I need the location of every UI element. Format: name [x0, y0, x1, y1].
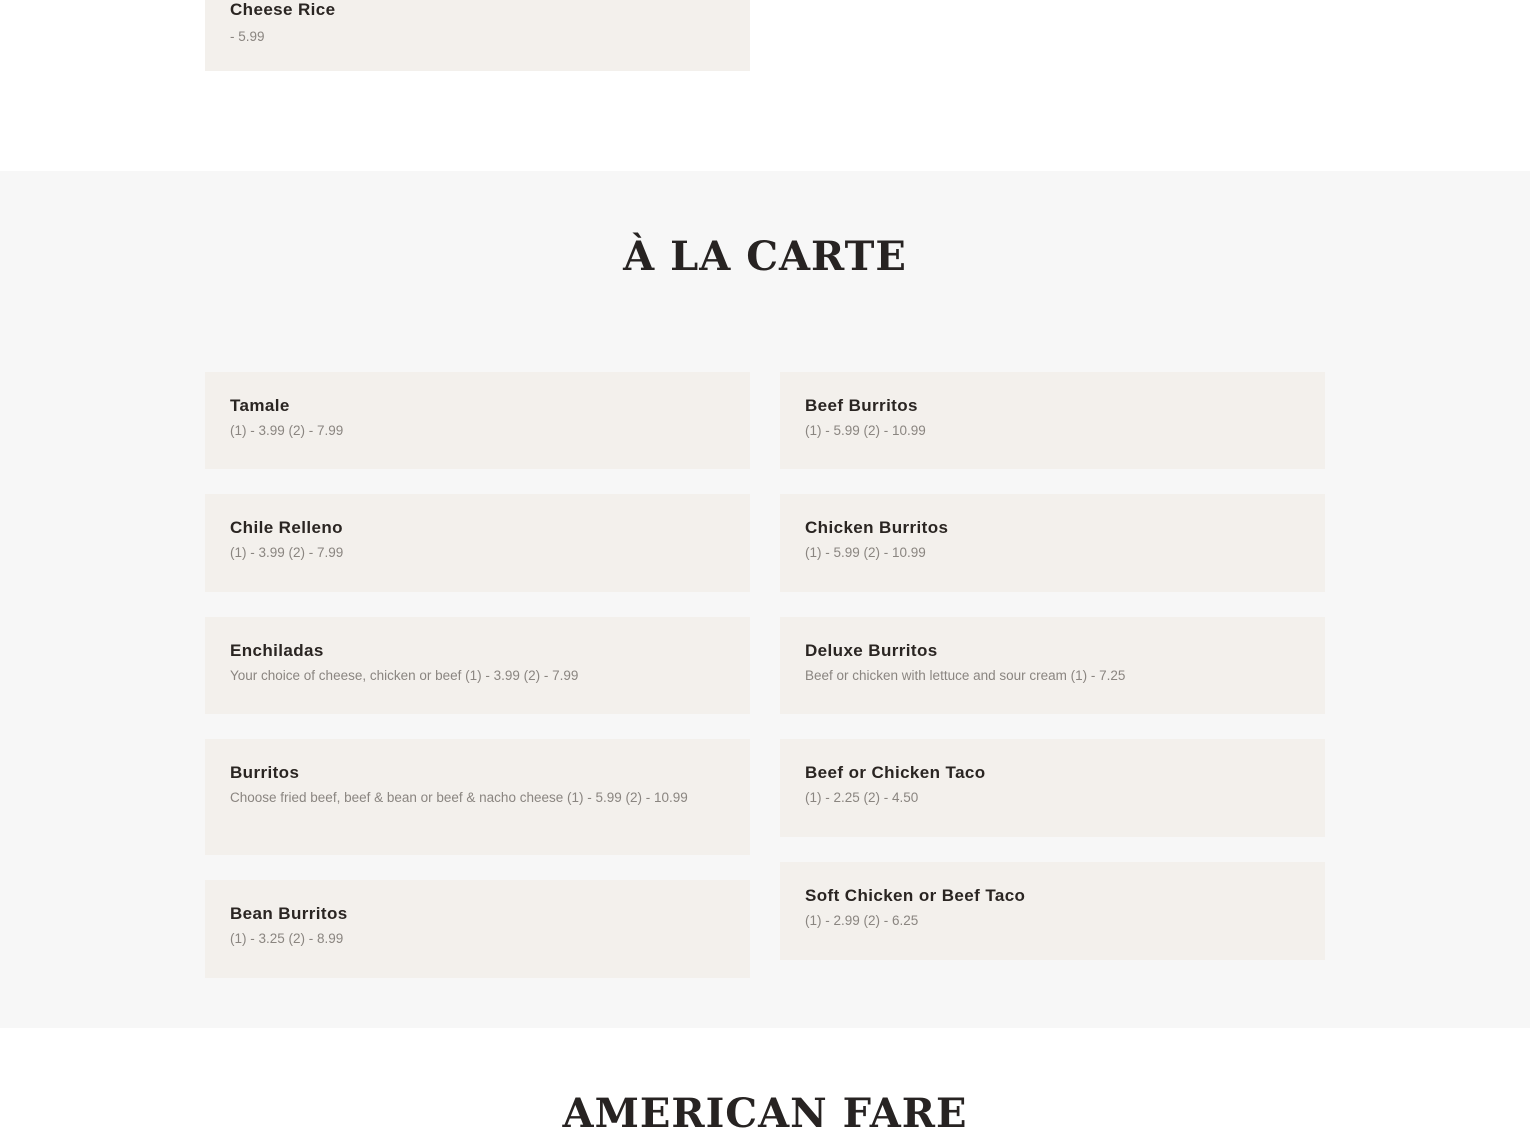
- menu-item-card: [205, 880, 750, 978]
- menu-item-price: Choose fried beef, beef & bean or beef & nacho cheese (1) - 5.99 (2) - 10.99: [230, 790, 688, 805]
- a-la-carte-section: [0, 171, 1530, 1028]
- menu-item-price: (1) - 5.99 (2) - 10.99: [805, 423, 926, 438]
- menu-item-name: Bean Burritos: [230, 904, 348, 923]
- menu-item-card: [205, 372, 750, 469]
- menu-item-card: [780, 862, 1325, 960]
- menu-item-price: (1) - 3.99 (2) - 7.99: [230, 423, 344, 438]
- menu-item-name: Deluxe Burritos: [805, 641, 938, 660]
- menu-item-card: [780, 494, 1325, 592]
- menu-item-card: [205, 739, 750, 855]
- menu-item-name: Tamale: [230, 396, 290, 415]
- section-title: AMERICAN FARE: [562, 1090, 968, 1130]
- menu-item-price: (1) - 3.25 (2) - 8.99: [230, 931, 344, 946]
- american-fare-section: [0, 1028, 1530, 1130]
- menu-item-name: Chile Relleno: [230, 518, 343, 537]
- menu-item-name: Soft Chicken or Beef Taco: [805, 886, 1026, 905]
- menu-item-price: (1) - 2.99 (2) - 6.25: [805, 913, 919, 928]
- menu-item-price: Beef or chicken with lettuce and sour cream (1) - 7.25: [805, 668, 1126, 683]
- menu-item-name: Enchiladas: [230, 641, 324, 660]
- menu-item-card: [205, 0, 750, 71]
- menu-item-name: Beef or Chicken Taco: [805, 763, 986, 782]
- menu-item-card: [205, 494, 750, 592]
- menu-item-price: (1) - 3.99 (2) - 7.99: [230, 545, 344, 560]
- menu-item-name: Burritos: [230, 763, 300, 782]
- menu-item-name: Cheese Rice: [230, 0, 336, 19]
- menu-item-price: (1) - 2.25 (2) - 4.50: [805, 790, 919, 805]
- menu-item-card: [780, 617, 1325, 714]
- menu-item-card: [780, 372, 1325, 469]
- section-title: À LA CARTE: [623, 233, 907, 280]
- menu-item-card: [780, 739, 1325, 837]
- menu-item-price: (1) - 5.99 (2) - 10.99: [805, 545, 926, 560]
- menu-item-price: - 5.99: [230, 29, 265, 44]
- menu-item-name: Beef Burritos: [805, 396, 918, 415]
- menu-item-card: [205, 617, 750, 714]
- previous-menu-section: [0, 0, 1530, 171]
- menu-item-name: Chicken Burritos: [805, 518, 949, 537]
- menu-item-price: Your choice of cheese, chicken or beef (1) - 3.99 (2) - 7.99: [230, 668, 579, 683]
